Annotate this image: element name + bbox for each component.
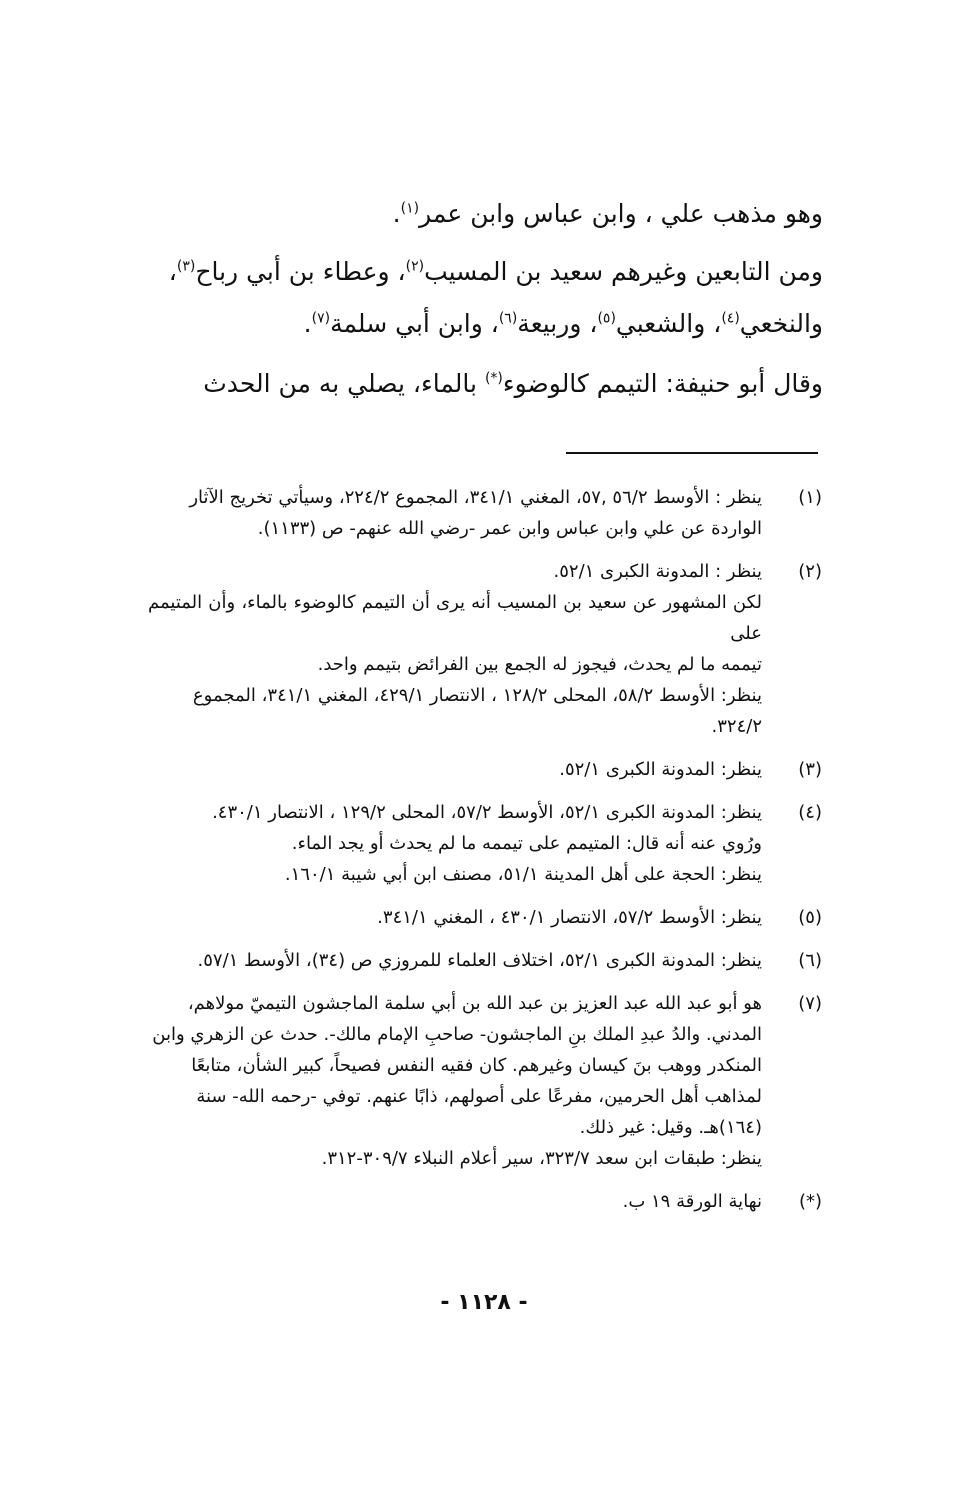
footnote-ref: (١) <box>400 200 420 217</box>
paragraph-text: ومن التابعين وغيرهم سعيد بن المسيب <box>424 257 823 286</box>
footnote-line: ينظر: المدونة الكبرى ٥٢/١. <box>559 759 762 780</box>
footnote-ref: (٦) <box>498 310 518 327</box>
paragraph-text: ، وابن أبي سلمة <box>330 309 499 338</box>
footnote-ref: (٥) <box>597 310 616 327</box>
paragraph-text: بالماء، يصلي به من الحدث <box>203 369 477 398</box>
footnote-number: (*) <box>798 1191 822 1212</box>
footnote-star <box>148 1186 822 1217</box>
footnote-number: (٥) <box>798 907 822 928</box>
footnote-number: (٦) <box>798 950 822 971</box>
footnote-line: تيممه ما لم يحدث، فيجوز له الجمع بين الفرائض بتيمم واحد. <box>317 654 762 675</box>
footnote-3 <box>148 754 822 785</box>
footnote-line: لمذاهب أهل الحرمين، مفرعًا على أصولهم، ذابًا عنهم. توفي -رحمه الله- سنة <box>196 1086 762 1107</box>
footnote-line: ينظر: الأوسط ٥٨/٢، المحلى ١٢٨/٢ ، الانتصار ٤٢٩/١، المغني ٣٤١/١، المجموع <box>192 685 762 706</box>
footnote-number: (٧) <box>798 993 822 1014</box>
paragraph-text: وقال أبو حنيفة: التيمم كالوضوء <box>502 369 823 398</box>
footnote-4 <box>148 797 822 890</box>
footnote-line: المدني. والدُ عبدِ الملك بنِ الماجشون- صاحبِ الإمام مالك-. حدث عن الزهري وابن <box>152 1024 762 1045</box>
paragraph-text: ، والشعبي <box>615 309 722 338</box>
footnote-line: لكن المشهور عن سعيد بن المسيب أنه يرى أن التيمم كالوضوء بالماء، وأن المتيمم على <box>148 592 762 644</box>
footnote-line: هو أبو عبد الله عبد العزيز بن عبد الله بن أبي سلمة الماجشون التيميّ مولاهم، <box>187 993 762 1014</box>
footnotes <box>148 482 822 1229</box>
paragraph-text: ، وعطاء بن أبي رباح <box>195 257 406 286</box>
footnote-line: المنكدر ووهب بنَ كيسان وغيرهم. كان فقيه النفس فصيحاً، كبير الشأن، متابعًا <box>191 1055 762 1076</box>
footnote-number: (١) <box>798 487 822 508</box>
page-number: - ١١٢٨ - <box>440 1290 528 1315</box>
paragraph-text: ، <box>168 257 177 286</box>
footnote-ref: (٢) <box>405 258 425 275</box>
footnote-line: ورُوي عنه أنه قال: المتيمم على تيممه ما لم يحدث أو يجد الماء. <box>291 833 762 854</box>
footnote-line: (١٦٤)هـ. وقيل: غير ذلك. <box>579 1117 762 1138</box>
footnote-line: ينظر: المدونة الكبرى ٥٢/١، الأوسط ٥٧/٢، المحلى ١٢٩/٢ ، الانتصار ٤٣٠/١. <box>212 802 762 823</box>
footnote-ref: (٤) <box>721 310 740 327</box>
main-text <box>100 188 823 418</box>
footnote-1 <box>148 482 822 544</box>
footnote-line: ينظر: الأوسط ٥٧/٢، الانتصار ٤٣٠/١ ، المغني ٣٤١/١. <box>377 907 762 928</box>
footnote-line: الواردة عن علي وابن عباس وابن عمر -رضي الله عنهم- ص (١١٣٣). <box>257 518 762 539</box>
footnote-separator <box>566 452 818 454</box>
footnote-line: ٣٢٤/٢. <box>711 716 762 737</box>
footnote-ref: (٧) <box>311 310 331 327</box>
footnote-6 <box>148 945 822 976</box>
paragraph-3 <box>100 358 823 410</box>
footnote-line: نهاية الورقة ١٩ ب. <box>622 1191 762 1212</box>
footnote-ref: (*) <box>484 370 503 387</box>
footnote-line: ينظر: الحجة على أهل المدينة ٥١/١، مصنف ابن أبي شيبة ١٦٠/١. <box>284 864 762 885</box>
footnote-number: (٣) <box>798 759 822 780</box>
footnote-number: (٢) <box>798 561 822 582</box>
footnote-ref: (٣) <box>176 258 196 275</box>
paragraph-text: ، وربيعة <box>517 309 598 338</box>
paragraph-text: . <box>303 309 312 338</box>
footnote-line: ينظر : الأوسط ٥٦/٢ ,٥٧، المغني ٣٤١/١، المجموع ٢٢٤/٢، وسيأتي تخريج الآثار <box>189 487 762 508</box>
footnote-line: ينظر : المدونة الكبرى ٥٢/١. <box>553 561 762 582</box>
paragraph-2 <box>100 246 823 350</box>
paragraph-text: . <box>392 199 401 228</box>
footnote-2 <box>148 556 822 742</box>
footnote-5 <box>148 902 822 933</box>
paragraph-text: وهو مذهب علي ، وابن عباس وابن عمر <box>419 199 823 228</box>
footnote-7 <box>148 988 822 1174</box>
paragraph-text: والنخعي <box>739 309 823 338</box>
footnote-line: ينظر: المدونة الكبرى ٥٢/١، اختلاف العلماء للمروزي ص (٣٤)، الأوسط ٥٧/١. <box>197 950 762 971</box>
paragraph-1 <box>100 188 823 240</box>
footnote-line: ينظر: طبقات ابن سعد ٣٢٣/٧، سير أعلام النبلاء ٣٠٩/٧-٣١٢. <box>321 1148 762 1169</box>
footnote-number: (٤) <box>798 802 822 823</box>
